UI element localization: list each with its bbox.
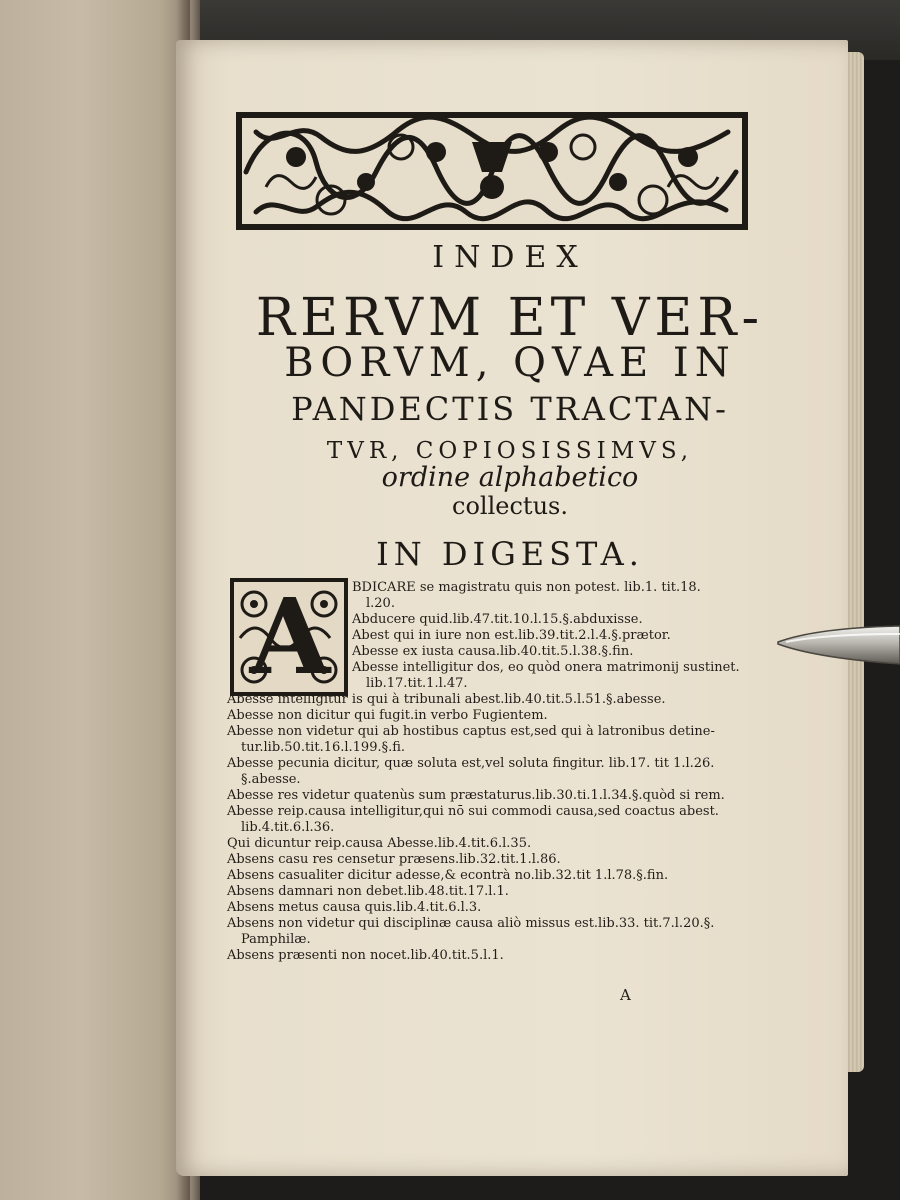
index-entry: [227, 852, 827, 868]
entry-continuation: lib.17.tit.1.l.47.: [366, 676, 468, 691]
entry-text: Abesse intelligitur is qui à tribunali abest.lib.40.tit.5.l.51.§.abesse.: [227, 692, 666, 707]
ornamental-headpiece: [236, 112, 748, 230]
heading-line-4: PANDECTIS TRACTAN-: [291, 390, 729, 428]
entry-continuation: Pamphilæ.: [241, 932, 311, 947]
entry-continuation: lib.4.tit.6.l.36.: [241, 820, 335, 835]
index-entry: [227, 884, 827, 900]
entry-text: Abesse pecunia dicitur, quæ soluta est,vel soluta fingitur. lib.17. tit 1.l.26.: [227, 756, 715, 771]
entry-continuation: §.abesse.: [241, 772, 301, 787]
index-entry: [227, 948, 827, 964]
heading-line-3: BORVM, QVAE IN: [284, 340, 736, 386]
index-entry: [227, 804, 827, 836]
entry-continuation: l.20.: [366, 596, 395, 611]
entry-text: Abesse non dicitur qui fugit.in verbo Fugientem.: [227, 708, 548, 723]
index-entry: [227, 916, 827, 948]
entry-text: Absens casualiter dicitur adesse,& econtrà no.lib.32.tit 1.l.78.§.fin.: [227, 868, 669, 883]
index-entry: [227, 756, 827, 788]
entry-text: Absens damnari non debet.lib.48.tit.17.l.1.: [227, 884, 509, 899]
index-entry: [227, 900, 827, 916]
index-entry: [227, 708, 827, 724]
entry-text: Absens non videtur qui disciplinæ causa aliò missus est.lib.33. tit.7.l.20.§.: [227, 916, 715, 931]
entry-text: Abesse reip.causa intelligitur,qui nō sui commodi causa,sed coactus abest.: [227, 804, 719, 819]
book-cover-left: [0, 0, 200, 1200]
heading-index: INDEX: [432, 240, 588, 275]
entry-text: Abesse ex iusta causa.lib.40.tit.5.l.38.§.fin.: [352, 644, 634, 659]
entry-text: Abesse non videtur qui ab hostibus captus est,sed qui à latronibus detine-: [227, 724, 715, 739]
metal-page-pointer: [776, 620, 900, 672]
heading-line-2: RERVM ET VER-: [255, 288, 765, 348]
index-entry: [352, 644, 827, 660]
entry-text: Abest qui in iure non est.lib.39.tit.2.l.4.§.prætor.: [352, 628, 671, 643]
drop-cap-letter: A: [249, 575, 331, 698]
index-entry: [352, 580, 827, 612]
catchword: A: [620, 986, 631, 1004]
entry-text: BDICARE se magistratu quis non potest. lib.1. tit.18.: [352, 580, 701, 595]
section-heading: IN DIGESTA.: [376, 535, 644, 573]
index-entries: [227, 575, 827, 964]
entry-text: Absens metus causa quis.lib.4.tit.6.l.3.: [227, 900, 482, 915]
index-entry: [352, 660, 827, 692]
entry-text: Abducere quid.lib.47.tit.10.l.15.§.abduxisse.: [352, 612, 643, 627]
entry-text: Abesse res videtur quatenùs sum præstaturus.lib.30.ti.1.l.34.§.quòd si rem.: [227, 788, 725, 803]
index-entry: [227, 788, 827, 804]
entry-text: Absens præsenti non nocet.lib.40.tit.5.l.1.: [227, 948, 504, 963]
index-entry: [352, 628, 827, 644]
index-entry: [227, 836, 827, 852]
index-entry: [227, 692, 827, 708]
entry-continuation: tur.lib.50.tit.16.l.199.§.fi.: [241, 740, 406, 755]
entry-text: Abesse intelligitur dos, eo quòd onera matrimonij sustinet.: [352, 660, 740, 675]
entry-text: Qui dicuntur reip.causa Abesse.lib.4.tit.6.l.35.: [227, 836, 532, 851]
heading-line-5: TVR, COPIOSISSIMVS,: [326, 438, 694, 464]
index-entry: [227, 868, 827, 884]
heading-line-6: ordine alphabetico: [381, 462, 639, 493]
heading-line-7: collectus.: [452, 492, 568, 520]
entry-text: Absens casu res censetur præsens.lib.32.tit.1.l.86.: [227, 852, 561, 867]
index-entry: [227, 724, 827, 756]
index-entry: [352, 612, 827, 628]
